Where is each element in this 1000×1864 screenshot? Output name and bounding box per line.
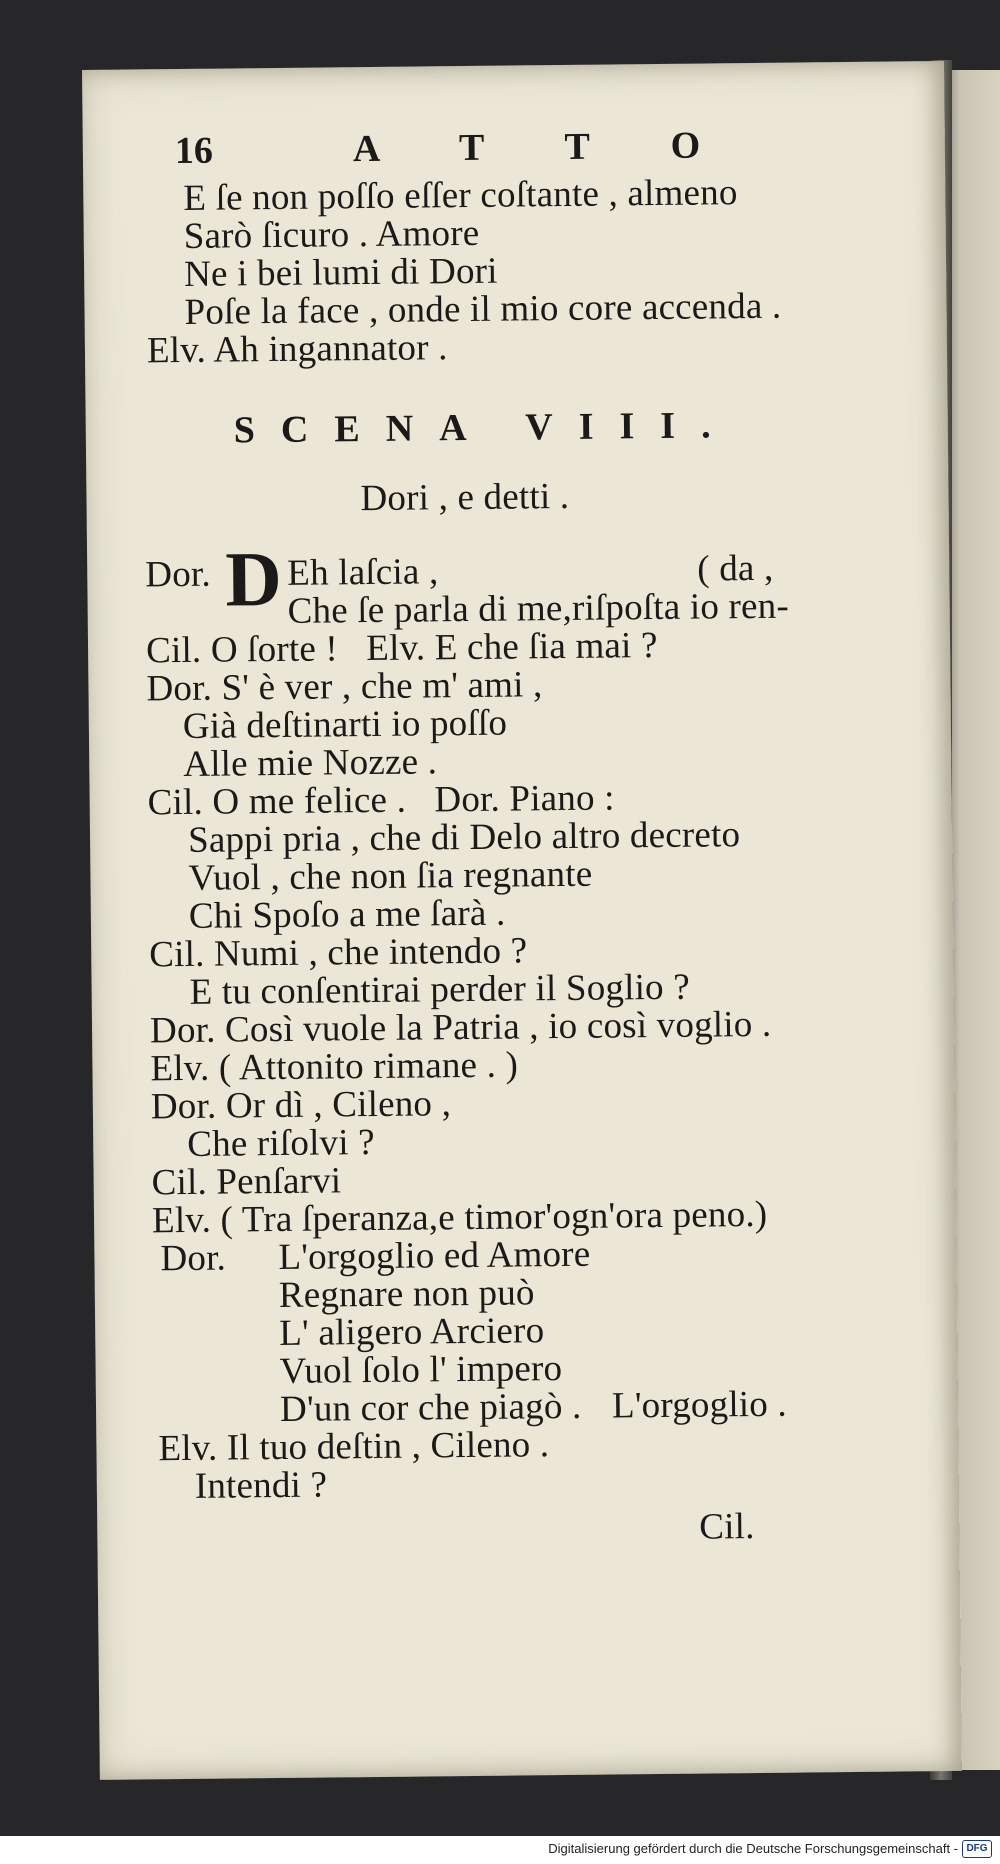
text-line: Elv. ( Attonito rimane . ) <box>150 1044 519 1090</box>
text-line: Cil. O me felice . Dor. Piano : <box>147 777 615 824</box>
speaker-label: Dor. <box>160 1237 227 1280</box>
text-line: Dor. S' è ver , che m' ami , <box>146 664 543 710</box>
text-line: Poſe la face , onde il mio core accenda . <box>184 285 782 333</box>
text-line: E tu conſentirai perder il Soglio ? <box>189 966 691 1013</box>
catchword: Cil. <box>699 1506 755 1548</box>
text-line: Vuol , che non ſia regnante <box>188 853 593 899</box>
text-line: Cil. Numi , che intendo ? <box>149 930 528 976</box>
running-head: A T T O <box>352 124 737 171</box>
scene-characters: Dori , e detti . <box>360 475 570 520</box>
text-line: Sarò ſicuro . Amore <box>183 212 480 257</box>
text-line: Sappi pria , che di Delo altro decreto <box>187 814 741 861</box>
text-line: Elv. Ah ingannator . <box>146 327 448 372</box>
text-line: Elv. ( Tra ſperanza,e timor'ogn'ora peno.) <box>151 1193 768 1242</box>
text-line: L' aligero Arciero <box>279 1310 545 1355</box>
text-line: Intendi ? <box>194 1464 328 1507</box>
dfg-logo-icon: DFG <box>962 1840 992 1858</box>
text-line: Elv. Il tuo deſtin , Cileno . <box>158 1424 550 1470</box>
text-line: Alle mie Nozze . <box>183 741 438 785</box>
text-line: ( da , <box>697 547 774 590</box>
digitization-credit: Digitalisierung gefördert durch die Deutsche Forschungsgemeinschaft - <box>548 1841 958 1856</box>
text-line: Cil. Penſarvi <box>151 1160 342 1204</box>
text-line: Vuol ſolo l' impero <box>279 1348 563 1393</box>
page-number: 16 <box>174 129 214 173</box>
text-line: L'orgoglio . <box>611 1383 788 1427</box>
text-line: E ſe non poſſo eſſer coſtante , almeno <box>183 172 738 219</box>
text-line: Che ſe parla di me,riſpoſta io ren- <box>287 585 790 632</box>
text-line: Eh laſcia , <box>287 551 439 594</box>
text-line: D'un cor che piagò . <box>279 1385 582 1430</box>
scene-heading: SCENA VIII. <box>233 404 737 452</box>
text-line: Dor. Così vuole la Patria , io così voglio . <box>149 1003 772 1052</box>
book-page <box>82 61 962 1780</box>
text-line: Che riſolvi ? <box>187 1121 376 1165</box>
text-line: L'orgoglio ed Amore <box>278 1233 591 1279</box>
text-line: Chi Spoſo a me ſarà . <box>188 892 506 937</box>
text-line: Già deſtinarti io poſſo <box>182 702 508 747</box>
drop-cap: D <box>224 534 283 623</box>
text-line: Regnare non può <box>278 1272 535 1317</box>
text-line: Cil. O ſorte ! Elv. E che ſia mai ? <box>145 625 658 672</box>
text-line: Ne i bei lumi di Dori <box>183 250 498 295</box>
text-line: Dor. Or dì , Cileno , <box>150 1083 452 1128</box>
speaker-label: Dor. <box>145 553 212 596</box>
footer-bar <box>0 1836 1000 1864</box>
